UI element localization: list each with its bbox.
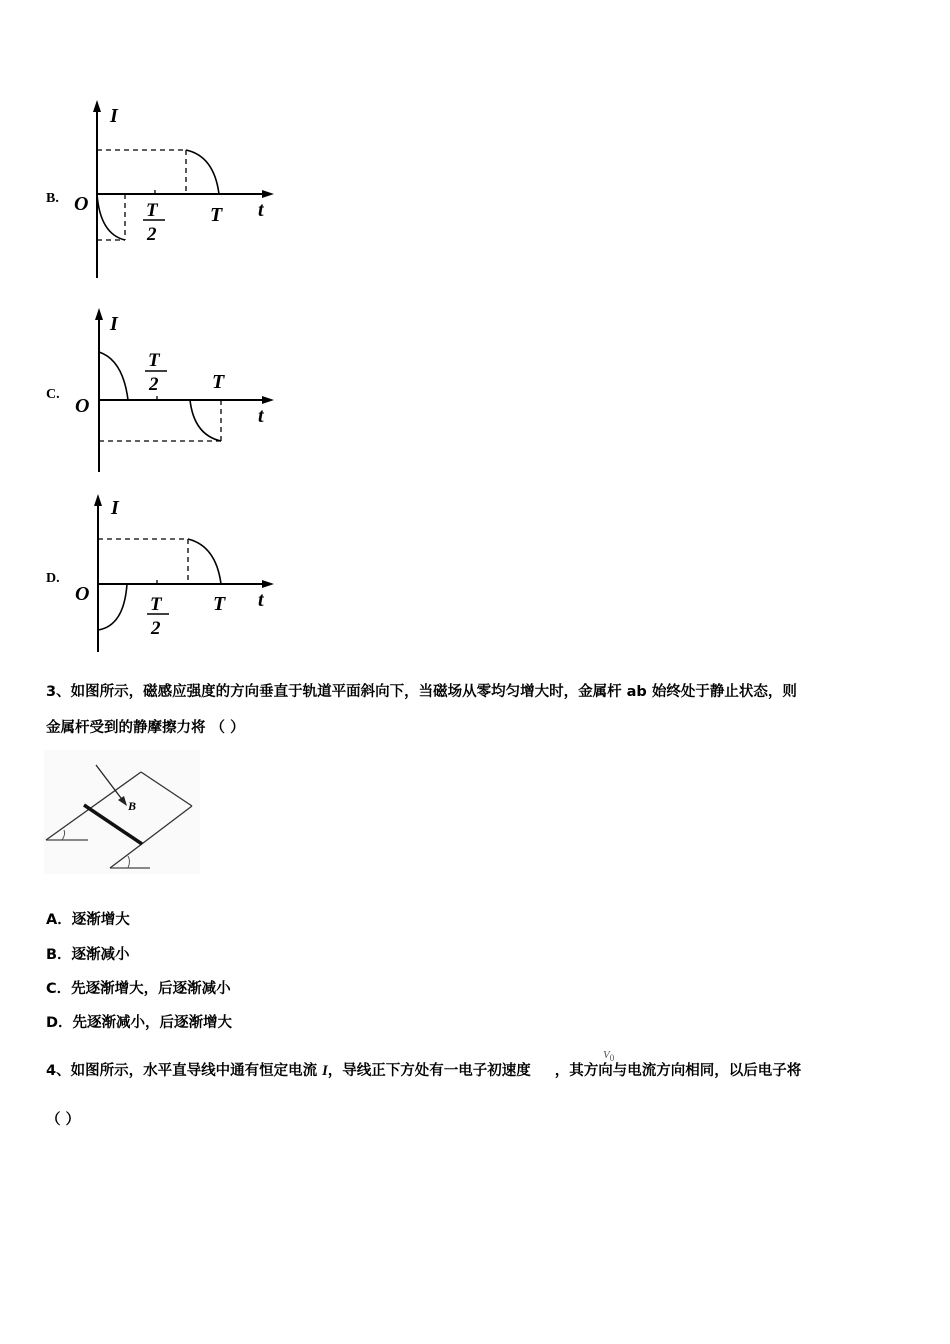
q4-stem-part-b: ，导线正下方处有一电子初速度 [327, 1063, 531, 1079]
option-d-half-num: T [150, 594, 162, 615]
q3-choice-b[interactable]: B．逐渐减小 [46, 947, 130, 963]
option-c-half-den: 2 [149, 374, 159, 395]
option-b-half-num: T [146, 200, 158, 221]
q3-stem-line1: 3、如图所示，磁感应强度的方向垂直于轨道平面斜向下，当磁场从零均匀增大时，金属杆 ab 始终处于静止状态，则 [46, 684, 797, 700]
option-c-axis-t: t [258, 405, 264, 427]
option-b-origin: O [74, 193, 89, 215]
option-d-axis-t: t [258, 589, 264, 611]
option-d-label: D. [46, 571, 60, 586]
q4-current-symbol: I [322, 1063, 328, 1079]
option-b-axis-i: I [110, 105, 118, 127]
option-c-period: T [212, 371, 225, 393]
q4-stem-line1 [46, 1059, 801, 1080]
q4-stem-line2: （ ） [46, 1112, 81, 1128]
q3-choice-a[interactable]: A．逐渐增大 [46, 912, 130, 928]
q4-v0-symbol [603, 1049, 614, 1063]
q3-choice-d[interactable]: D．先逐渐减小，后逐渐增大 [46, 1015, 233, 1031]
option-d-origin: O [75, 583, 90, 605]
option-b-half-den: 2 [147, 224, 157, 245]
q3-rail-figure [44, 750, 200, 874]
option-b-period: T [210, 204, 223, 226]
option-c-origin: O [75, 395, 90, 417]
option-c-label: C. [46, 387, 60, 402]
option-d-period: T [213, 593, 226, 615]
q4-v0-subscript: 0 [609, 1053, 615, 1064]
option-b-label: B. [46, 191, 59, 206]
option-d-graph [0, 0, 300, 660]
q3-stem-line2: 金属杆受到的静摩擦力将 （ ） [46, 720, 245, 736]
option-d-axis-i: I [111, 497, 119, 519]
q4-stem-part-c: ，其方向与电流方向相同，以后电子将 [554, 1063, 802, 1079]
option-c-half-num: T [148, 350, 160, 371]
q3-choice-c[interactable]: C．先逐渐增大，后逐渐减小 [46, 981, 231, 997]
option-b-axis-t: t [258, 199, 264, 221]
option-c-axis-i: I [110, 313, 118, 335]
q3-b-label: B [128, 799, 137, 813]
q4-stem-part-a: 4、如图所示，水平直导线中通有恒定电流 [46, 1063, 323, 1079]
option-d-half-den: 2 [151, 618, 161, 639]
q4-v0-letter: V [603, 1049, 610, 1061]
